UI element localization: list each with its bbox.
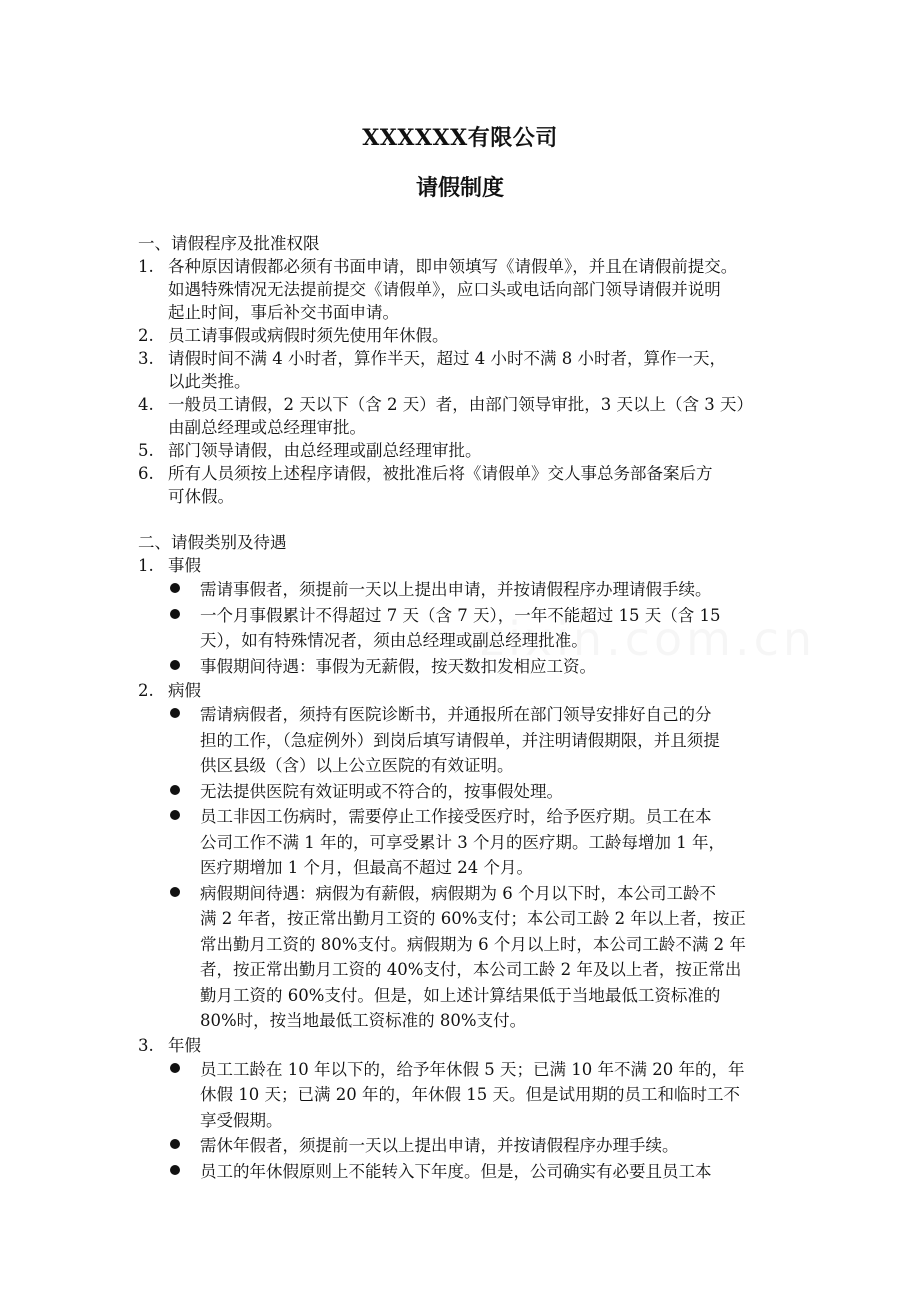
bullet-text xyxy=(200,1057,788,1134)
item-number: 3. xyxy=(138,349,154,368)
text-line: 常出勤月工资的 80%支付。病假期为 6 个月以上时，本公司工龄不满 2 年 xyxy=(200,934,746,954)
bullet-item xyxy=(138,881,788,1034)
text-line: 病假期间待遇：病假为有薪假，病假期为 6 个月以下时，本公司工龄不 xyxy=(200,883,716,903)
bullet-text xyxy=(200,603,788,654)
text-line: 由副总经理或总经理审批。 xyxy=(168,418,366,437)
bullet-icon xyxy=(168,779,200,802)
category-heading xyxy=(138,554,788,577)
bullet-item xyxy=(138,779,788,805)
bullet-item xyxy=(138,603,788,654)
text-line: 医疗期增加 1 个月，但最高不超过 24 个月。 xyxy=(200,858,533,877)
bullet-item xyxy=(138,702,788,779)
text-line: 需休年假者，须提前一天以上提出申请，并按请假程序办理手续。 xyxy=(200,1136,679,1155)
bullet-item xyxy=(138,654,788,680)
section-heading: 二、请假类别及待遇 xyxy=(138,533,287,552)
bullet-text xyxy=(200,881,788,1034)
numbered-item xyxy=(138,462,788,508)
bullet-icon xyxy=(168,1133,200,1156)
text-line: 享受假期。 xyxy=(200,1110,283,1130)
text-line: 员工非因工伤病时，需要停止工作接受医疗时，给予医疗期。员工在本 xyxy=(200,807,712,826)
text-line: 无法提供医院有效证明或不符合的，按事假处理。 xyxy=(200,781,563,801)
category-label: 病假 xyxy=(168,681,201,700)
text-line: 供区县级（含）以上公立医院的有效证明。 xyxy=(200,756,514,775)
bullet-icon xyxy=(168,881,200,904)
text-line: 者，按正常出勤月工资的 40%支付，本公司工龄 2 年及以上者，按正常出 xyxy=(200,960,742,979)
item-number: 3. xyxy=(138,1035,154,1055)
bullet-text xyxy=(200,779,788,805)
bullet-icon xyxy=(168,603,200,626)
section-heading: 一、请假程序及批准权限 xyxy=(138,234,320,253)
bullet-text xyxy=(200,1133,788,1159)
text-line: 需请病假者，须持有医院诊断书，并通报所在部门领导安排好自己的分 xyxy=(200,705,712,724)
bullet-item xyxy=(138,804,788,881)
text-line: 一个月事假累计不得超过 7 天（含 7 天），一年不能超过 15 天（含 15 xyxy=(200,605,721,625)
item-text xyxy=(168,439,788,462)
bullet-icon xyxy=(168,1159,200,1182)
text-line: 所有人员须按上述程序请假，被批准后将《请假单》交人事总务部备案后方 xyxy=(168,464,713,483)
text-line: 担的工作，（急症例外）到岗后填写请假单，并注明请假期限，并且须提 xyxy=(200,730,720,750)
text-line: 员工工龄在 10 年以下的，给予年休假 5 天；已满 10 年不满 20 年的，年 xyxy=(200,1059,745,1079)
text-line: 员工请事假或病假时须先使用年休假。 xyxy=(168,326,449,345)
item-number: 6. xyxy=(138,464,154,483)
text-line: 各种原因请假都必须有书面申请，即申领填写《请假单》，并且在请假前提交。 xyxy=(168,257,738,276)
document-title: 请假制度 xyxy=(415,175,504,201)
text-line: 一般员工请假，2 天以下（含 2 天）者，由部门领导审批，3 天以上（含 3 天） xyxy=(168,395,753,414)
bullet-text xyxy=(200,702,788,779)
paragraph-gap xyxy=(138,508,788,531)
bullet-icon xyxy=(168,804,200,827)
text-line: 可休假。 xyxy=(168,487,234,506)
bullet-text xyxy=(200,654,788,680)
item-number: 2. xyxy=(138,681,154,700)
item-text xyxy=(168,462,788,508)
bullet-item xyxy=(138,1057,788,1134)
bullet-text xyxy=(200,804,788,881)
category-label: 事假 xyxy=(168,556,201,575)
company-title: XXXXXX有限公司 xyxy=(362,125,558,151)
text-line: 员工的年休假原则上不能转入下年度。但是，公司确实有必要且员工本 xyxy=(200,1161,712,1181)
item-text xyxy=(168,324,788,347)
text-line: 勤月工资的 60%支付。但是，如上述计算结果低于当地最低工资标准的 xyxy=(200,985,721,1005)
text-line: 需请事假者，须提前一天以上提出申请，并按请假程序办理请假手续。 xyxy=(200,580,712,599)
text-line: 80%时，按当地最低工资标准的 80%支付。 xyxy=(200,1011,527,1030)
category-heading xyxy=(138,1034,788,1057)
numbered-item xyxy=(138,347,788,393)
text-line: 休假 10 天；已满 20 年的，年休假 15 天。但是试用期的员工和临时工不 xyxy=(200,1085,740,1104)
item-text xyxy=(168,255,788,324)
bullet-icon xyxy=(168,1057,200,1080)
document-body xyxy=(138,232,788,1184)
bullet-text xyxy=(200,577,788,603)
text-line: 以此类推。 xyxy=(168,372,251,391)
bullet-item xyxy=(138,577,788,603)
text-line: 公司工作不满 1 年的，可享受累计 3 个月的医疗期。工龄每增加 1 年， xyxy=(200,832,725,852)
item-number: 5. xyxy=(138,441,154,460)
category-label: 年假 xyxy=(168,1035,201,1055)
numbered-item xyxy=(138,255,788,324)
text-line: 部门领导请假，由总经理或副总经理审批。 xyxy=(168,441,482,460)
item-number: 1. xyxy=(138,257,154,276)
category-heading xyxy=(138,679,788,702)
item-text xyxy=(168,393,788,439)
bullet-item xyxy=(138,1133,788,1159)
text-line: 请假时间不满 4 小时者，算作半天，超过 4 小时不满 8 小时者，算作一天， xyxy=(168,349,726,368)
item-number: 4. xyxy=(138,395,154,414)
numbered-item xyxy=(138,324,788,347)
bullet-icon xyxy=(168,654,200,677)
text-line: 天），如有特殊情况者，须由总经理或副总经理批准。 xyxy=(200,631,588,650)
numbered-item xyxy=(138,439,788,462)
item-text xyxy=(168,347,788,393)
text-line: 如遇特殊情况无法提前提交《请假单》，应口头或电话向部门领导请假并说明 xyxy=(168,280,721,299)
item-number: 1. xyxy=(138,556,154,575)
text-line: 满 2 年者，按正常出勤月工资的 60%支付；本公司工龄 2 年以上者，按正 xyxy=(200,909,746,928)
bullet-icon xyxy=(168,577,200,600)
bullet-item xyxy=(138,1159,788,1185)
item-number: 2. xyxy=(138,326,154,345)
text-line: 事假期间待遇：事假为无薪假，按天数扣发相应工资。 xyxy=(200,656,596,676)
numbered-item xyxy=(138,393,788,439)
text-line: 起止时间，事后补交书面申请。 xyxy=(168,303,399,322)
bullet-icon xyxy=(168,702,200,725)
bullet-text xyxy=(200,1159,788,1185)
